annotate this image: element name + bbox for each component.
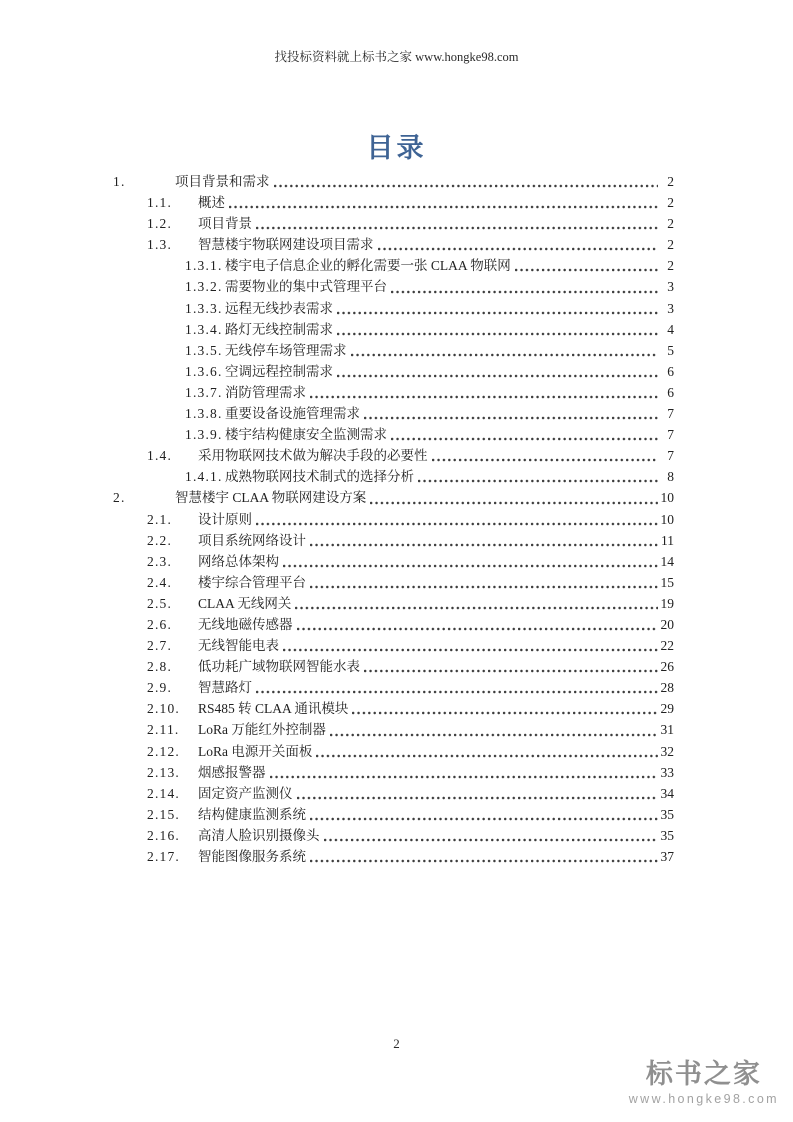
toc-entry-page: 7: [667, 427, 674, 443]
dotted-leader: [330, 733, 658, 737]
toc-entry-title: 高清人脸识别摄像头: [198, 827, 320, 843]
toc-entry-title: 路灯无线控制需求: [225, 321, 333, 337]
dotted-leader: [418, 479, 658, 483]
toc-entry-page: 33: [660, 764, 674, 780]
toc-entry-page: 29: [660, 701, 674, 717]
toc-entry-page: 10: [660, 490, 674, 506]
toc-entry: [113, 233, 674, 254]
toc-entry-number: 1.4.1.: [185, 469, 223, 485]
dotted-leader: [256, 690, 658, 694]
toc-entry-number: 1.1.: [147, 195, 173, 211]
toc-entry: [113, 444, 674, 465]
toc-entry-title: 需要物业的集中式管理平台: [225, 279, 387, 295]
toc-entry: [113, 297, 674, 318]
watermark-url: www.hongke98.com: [628, 1091, 779, 1106]
toc-entry-page: 2: [667, 237, 674, 253]
toc-entry: [113, 634, 674, 655]
toc-entry-number: 2.12.: [147, 743, 180, 759]
toc-entry-title: 成熟物联网技术制式的选择分析: [225, 469, 414, 485]
toc-entry-number: 2.11.: [147, 722, 180, 738]
toc-entry-page: 2: [667, 195, 674, 211]
toc-entry-title: 远程无线抄表需求: [225, 300, 333, 316]
toc-entry-page: 15: [660, 574, 674, 590]
dotted-leader: [310, 543, 658, 547]
toc-entry-number: 2.14.: [147, 785, 180, 801]
toc-entry-number: 2.5.: [147, 595, 173, 611]
toc-entry-page: 6: [667, 363, 674, 379]
toc-entry: [113, 740, 674, 761]
dotted-leader: [297, 796, 658, 800]
toc-entry-page: 5: [667, 342, 674, 358]
dotted-leader: [432, 458, 659, 462]
toc-entry-number: 2.15.: [147, 806, 180, 822]
dotted-leader: [378, 247, 659, 251]
toc-entry-page: 2: [667, 216, 674, 232]
dotted-leader: [274, 184, 659, 188]
toc-entry-page: 20: [660, 616, 674, 632]
toc-entry-page: 19: [660, 595, 674, 611]
dotted-leader: [297, 627, 658, 631]
toc-entry: [113, 212, 674, 233]
dotted-leader: [391, 290, 658, 294]
toc-entry-title: 项目背景: [198, 216, 252, 232]
toc-entry-number: 1.3.4.: [185, 321, 223, 337]
dotted-leader: [283, 564, 658, 568]
toc-entry: [113, 381, 674, 402]
toc-entry-title: 空调远程控制需求: [225, 363, 333, 379]
toc-entry-title: 智能图像服务系统: [198, 849, 306, 864]
dotted-leader: [310, 859, 658, 863]
toc-entry-page: 14: [660, 553, 674, 569]
toc-entry: [113, 655, 674, 676]
toc-entry-title: 设计原则: [198, 511, 252, 527]
toc-entry: [113, 761, 674, 782]
watermark-logo: 标书之家: [645, 1059, 762, 1089]
toc-entry-number: 2.2.: [147, 532, 173, 548]
toc-entry-title: LoRa 电源开关面板: [198, 743, 313, 759]
toc-entry-title: 烟感报警器: [198, 764, 266, 780]
dotted-leader: [364, 669, 658, 673]
toc-entry-title: 智慧路灯: [198, 680, 252, 696]
dotted-leader: [337, 332, 658, 336]
toc-entry-page: 26: [660, 659, 674, 675]
toc-entry-number: 1.3.3.: [185, 300, 223, 316]
toc-entry: [113, 550, 674, 571]
toc-entry: [113, 402, 674, 423]
toc-entry-page: 7: [667, 406, 674, 422]
toc-entry-title: 智慧楼宇物联网建设项目需求: [198, 237, 374, 253]
toc-entry-title: CLAA 无线网关: [198, 595, 292, 611]
toc-entry-page: 6: [667, 384, 674, 400]
toc-entry-title: 网络总体架构: [198, 553, 279, 569]
footer-page-number: 2: [393, 1036, 400, 1051]
toc-entry-page: 2: [667, 174, 674, 189]
dotted-leader: [515, 268, 658, 272]
toc-entry-title: 无线地磁传感器: [198, 616, 293, 632]
dotted-leader: [316, 754, 657, 758]
toc-entry-number: 2.10.: [147, 701, 180, 717]
toc-entry-number: 2.7.: [147, 638, 173, 654]
dotted-leader: [256, 226, 658, 230]
toc-entry-title: LoRa 万能红外控制器: [198, 722, 326, 738]
toc-entry-title: RS485 转 CLAA 通讯模块: [198, 701, 349, 717]
toc-entry-number: 1.3.6.: [185, 363, 223, 379]
toc-entry-title: 固定资产监测仪: [198, 785, 293, 801]
toc-entry: [113, 782, 674, 803]
toc-entry: [113, 571, 674, 592]
toc-entry-number: 2.6.: [147, 616, 173, 632]
toc-entry-number: 1.3.1.: [185, 258, 223, 274]
toc-entry-number: 2.8.: [147, 659, 173, 675]
toc-entry-page: 31: [660, 722, 674, 738]
toc-entry: [113, 718, 674, 739]
toc-entry-page: 22: [660, 638, 674, 654]
toc-entry-title: 消防管理需求: [225, 384, 306, 400]
toc-entry: [113, 254, 674, 275]
toc-entry-title: 采用物联网技术做为解决手段的必要性: [198, 448, 428, 464]
toc-entry-title: 项目系统网络设计: [198, 532, 306, 548]
toc-entry: [113, 275, 674, 296]
toc-entry-page: 3: [667, 279, 674, 295]
dotted-leader: [324, 838, 658, 842]
dotted-leader: [352, 711, 657, 715]
dotted-leader: [351, 353, 659, 357]
toc-entry-page: 34: [660, 785, 674, 801]
toc-entry-number: 2.4.: [147, 574, 173, 590]
dotted-leader: [270, 775, 658, 779]
toc-entry-title: 概述: [198, 195, 225, 211]
toc-entry-number: 2.1.: [147, 511, 173, 527]
page-title: 目录: [366, 133, 427, 163]
dotted-leader: [337, 374, 658, 378]
dotted-leader: [256, 522, 658, 526]
dotted-leader: [310, 817, 658, 821]
watermark: [629, 1060, 779, 1106]
toc-entry: [113, 423, 674, 444]
toc-entry-title: 无线停车场管理需求: [225, 342, 347, 358]
toc-entry: [113, 592, 674, 613]
toc-entry: [113, 339, 674, 360]
toc-entry: [113, 529, 674, 550]
toc-entry: [113, 676, 674, 697]
toc-entry-page: 2: [667, 258, 674, 274]
toc-entry-number: 1.4.: [147, 448, 173, 464]
toc-entry-title: 楼宇结构健康安全监测需求: [225, 427, 387, 443]
toc-entry-page: 10: [660, 511, 674, 527]
toc-entry-number: 2.16.: [147, 827, 180, 843]
toc-entry-page: 37: [660, 849, 674, 864]
toc-entry-page: 7: [667, 448, 674, 464]
toc-entry-number: 1.3.5.: [185, 342, 223, 358]
toc-entry-title: 智慧楼宇 CLAA 物联网建设方案: [175, 490, 367, 506]
toc-entry: [113, 697, 674, 718]
toc-entry-number: 2.9.: [147, 680, 173, 696]
toc-entry: [113, 318, 674, 339]
toc-entry-number: 2.3.: [147, 553, 173, 569]
toc-entry: [113, 465, 674, 486]
dotted-leader: [364, 416, 658, 420]
toc-entry-number: 1.3.7.: [185, 384, 223, 400]
toc-entry-page: 11: [661, 532, 674, 548]
table-of-contents: [113, 170, 674, 866]
toc-entry-page: 28: [660, 680, 674, 696]
toc-entry-title: 楼宇电子信息企业的孵化需要一张 CLAA 物联网: [225, 258, 511, 274]
toc-entry-number: 1.2.: [147, 216, 173, 232]
toc-entry: [113, 486, 674, 507]
page-header-text: 找投标资料就上标书之家 www.hongke98.com: [274, 50, 519, 64]
toc-entry: [113, 824, 674, 845]
toc-entry-title: 无线智能电表: [198, 638, 279, 654]
toc-entry: [113, 360, 674, 381]
toc-entry-page: 35: [660, 827, 674, 843]
toc-entry: [113, 613, 674, 634]
toc-entry-page: 35: [660, 806, 674, 822]
toc-entry-number: 1.: [113, 174, 126, 189]
toc-entry-title: 楼宇综合管理平台: [198, 574, 306, 590]
dotted-leader: [370, 501, 657, 505]
toc-entry-page: 4: [667, 321, 674, 337]
toc-entry-number: 1.3.: [147, 237, 173, 253]
toc-entry: [113, 508, 674, 529]
toc-entry: [113, 191, 674, 212]
toc-entry-number: 2.: [113, 490, 126, 506]
dotted-leader: [310, 585, 658, 589]
toc-entry-title: 项目背景和需求: [175, 174, 270, 189]
dotted-leader: [295, 606, 657, 610]
dotted-leader: [283, 648, 658, 652]
toc-entry-number: 2.17.: [147, 849, 180, 864]
toc-entry-page: 8: [667, 469, 674, 485]
toc-entry: [113, 803, 674, 824]
toc-entry-page: 32: [660, 743, 674, 759]
toc-entry-title: 重要设备设施管理需求: [225, 406, 360, 422]
toc-entry: [113, 170, 674, 191]
toc-entry-number: 1.3.8.: [185, 406, 223, 422]
toc-entry-title: 低功耗广域物联网智能水表: [198, 659, 360, 675]
toc-entry-number: 1.3.9.: [185, 427, 223, 443]
toc-entry-page: 3: [667, 300, 674, 316]
dotted-leader: [391, 437, 658, 441]
toc-entry-number: 1.3.2.: [185, 279, 223, 295]
toc-entry-title: 结构健康监测系统: [198, 806, 306, 822]
dotted-leader: [310, 395, 658, 399]
dotted-leader: [337, 311, 658, 315]
dotted-leader: [229, 205, 658, 209]
toc-entry-number: 2.13.: [147, 764, 180, 780]
toc-entry: [113, 845, 674, 866]
